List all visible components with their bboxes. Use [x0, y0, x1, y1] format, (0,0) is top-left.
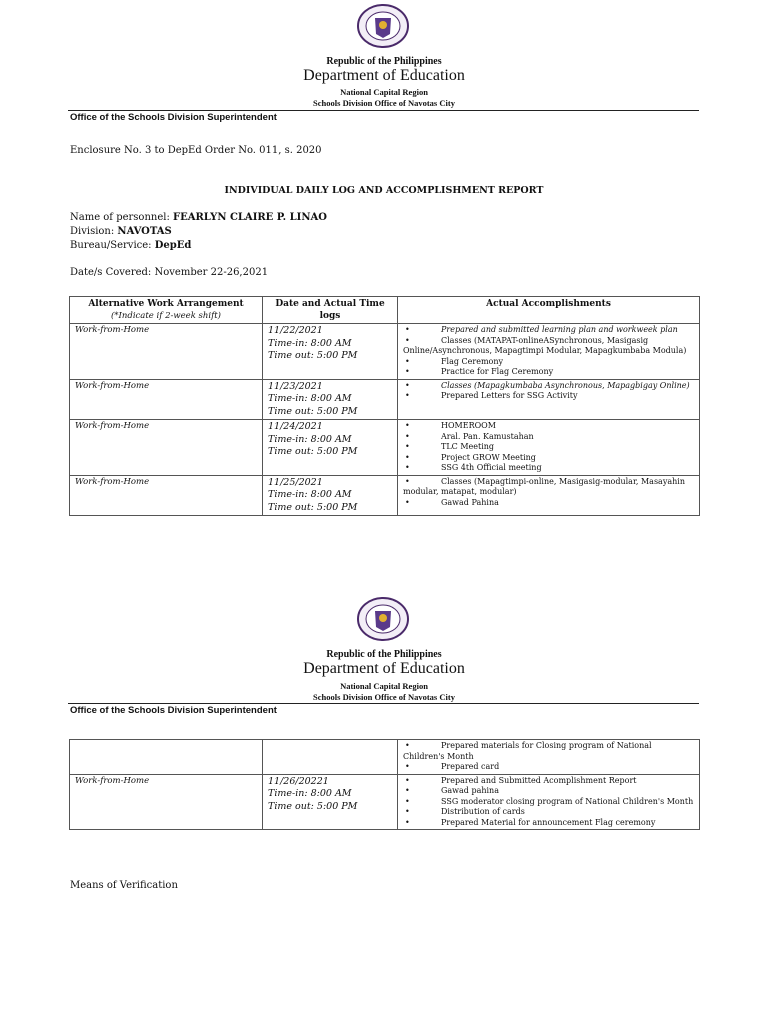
table-row — [70, 740, 700, 775]
bullet-icon: • — [405, 786, 410, 795]
accomplishment-text: Project GROW Meeting — [441, 452, 536, 462]
time-out-text: Time out: 5:00 PM — [268, 446, 358, 457]
arrangement-cell: Work-from-Home — [70, 475, 263, 516]
bullet-icon: • — [405, 335, 410, 345]
division-line — [70, 226, 172, 237]
bullet-icon: • — [405, 442, 410, 451]
list-item — [403, 477, 694, 498]
accomplishment-text: Aral. Pan. Kamustahan — [441, 431, 534, 441]
date-time-cell — [263, 740, 398, 775]
time-in-text: Time-in: 8:00 AM — [268, 433, 352, 445]
date-time-cell — [263, 379, 398, 420]
bullet-icon: • — [405, 775, 410, 785]
bureau-line — [70, 240, 191, 251]
division-label: Division: — [70, 226, 115, 237]
bullet-icon: • — [405, 463, 410, 472]
table-row — [70, 420, 700, 476]
time-out-text: Time out: 5:00 PM — [268, 350, 358, 361]
accomplishments-cell — [398, 740, 700, 775]
col-arrangement-sub: (*Indicate if 2-week shift) — [110, 311, 221, 321]
table-row — [70, 324, 700, 380]
bullet-icon: • — [405, 325, 410, 334]
accomplishment-text: SSG 4th Official meeting — [441, 463, 542, 472]
accomplishment-text: Prepared card — [441, 762, 500, 771]
arrangement-cell: Work-from-Home — [70, 379, 263, 420]
accomplishment-text: Prepared materials for Closing program of National Children's Month — [403, 741, 652, 761]
date-time-cell — [263, 774, 398, 830]
accomplishments-cell — [398, 420, 700, 476]
arrangement-cell — [70, 740, 263, 775]
table-header-row — [70, 297, 700, 324]
republic-line: Republic of the Philippines — [326, 56, 442, 67]
time-out-text: Time out: 5:00 PM — [268, 501, 358, 513]
list-item — [403, 432, 694, 443]
table-row — [70, 379, 700, 420]
bullet-icon: • — [405, 431, 410, 441]
division-office-line: Schools Division Office of Navotas City — [313, 98, 455, 108]
col-accomplishments-header: Actual Accomplishments — [398, 297, 700, 324]
list-item — [403, 453, 694, 464]
bullet-icon: • — [405, 356, 410, 366]
list-item — [403, 391, 694, 402]
time-in-text: Time-in: 8:00 AM — [268, 788, 352, 799]
dates-label: Date/s Covered: — [70, 267, 152, 278]
date-text: 11/24/2021 — [268, 421, 323, 432]
accomplishment-text: HOMEROOM — [441, 421, 496, 430]
bullet-icon: • — [405, 762, 410, 771]
accomplishment-text: Distribution of cards — [441, 807, 525, 816]
accomplishment-text: Prepared and submitted learning plan and workweek plan — [441, 325, 678, 334]
bullet-icon: • — [405, 452, 410, 462]
region-line: National Capital Region — [340, 681, 428, 691]
time-in-text: Time-in: 8:00 AM — [268, 393, 352, 404]
bureau-value: DepEd — [154, 240, 192, 251]
accomplishment-table — [69, 296, 700, 516]
bullet-icon: • — [405, 817, 410, 827]
enclosure-line: Enclosure No. 3 to DepEd Order No. 011, s. 2020 — [70, 145, 322, 156]
date-text: 11/22/2021 — [268, 325, 323, 336]
time-out-text: Time out: 5:00 PM — [268, 800, 358, 812]
accomplishment-text: Practice for Flag Ceremony — [441, 367, 554, 376]
time-out-text: Time out: 5:00 PM — [268, 405, 358, 417]
bullet-icon: • — [405, 807, 410, 816]
deped-seal-icon — [357, 4, 409, 48]
list-item — [403, 421, 694, 432]
list-item — [403, 498, 694, 509]
col-date-header: Date and Actual Time logs — [263, 297, 398, 324]
accomplishment-text: SSG moderator closing program of National Children's Month — [441, 796, 694, 806]
accomplishments-cell — [398, 475, 700, 516]
date-text: 11/23/2021 — [268, 380, 323, 392]
department-name: Department of Education — [303, 660, 465, 677]
bureau-label: Bureau/Service: — [70, 240, 152, 251]
list-item — [403, 325, 694, 336]
list-item — [403, 336, 694, 357]
accomplishment-text: Prepared Letters for SSG Activity — [441, 391, 578, 400]
accomplishments-cell — [398, 379, 700, 420]
bullet-icon: • — [405, 796, 410, 806]
personnel-name-line — [70, 212, 327, 223]
bullet-icon: • — [405, 391, 410, 400]
list-item — [403, 797, 694, 808]
list-item — [403, 818, 694, 829]
department-name: Department of Education — [303, 67, 465, 84]
header-rule — [68, 110, 699, 111]
dates-value: November 22-26,2021 — [154, 267, 269, 278]
time-in-text: Time-in: 8:00 AM — [268, 337, 352, 349]
division-value: NAVOTAS — [117, 226, 172, 237]
list-item — [403, 741, 694, 762]
list-item — [403, 381, 694, 392]
bullet-icon: • — [405, 367, 410, 376]
accomplishment-text: Gawad Pahina — [441, 497, 499, 507]
list-item — [403, 367, 694, 378]
region-line: National Capital Region — [340, 87, 428, 97]
list-item — [403, 442, 694, 453]
date-time-cell — [263, 475, 398, 516]
dates-covered-line — [70, 267, 268, 278]
division-office-line: Schools Division Office of Navotas City — [313, 692, 455, 702]
date-text: 11/25/2021 — [268, 476, 323, 488]
accomplishment-table-continued — [69, 739, 700, 830]
date-time-cell — [263, 324, 398, 380]
arrangement-cell: Work-from-Home — [70, 324, 263, 380]
personnel-name: FEARLYN CLAIRE P. LINAO — [173, 212, 327, 223]
accomplishment-text: Prepared Material for announcement Flag ceremony — [441, 817, 656, 827]
list-item — [403, 807, 694, 818]
bullet-icon: • — [405, 497, 410, 507]
list-item — [403, 463, 694, 474]
header-rule — [68, 703, 699, 704]
date-text: 11/26/20221 — [268, 775, 329, 787]
accomplishment-text: Flag Ceremony — [441, 356, 504, 366]
col-arrangement-header — [70, 297, 263, 324]
list-item — [403, 357, 694, 368]
table-row — [70, 475, 700, 516]
bullet-icon: • — [405, 476, 410, 486]
bullet-icon: • — [405, 380, 410, 390]
report-title: INDIVIDUAL DAILY LOG AND ACCOMPLISHMENT REPORT — [224, 185, 544, 196]
deped-seal-icon — [357, 597, 409, 641]
republic-line: Republic of the Philippines — [326, 649, 442, 660]
accomplishment-text: TLC Meeting — [441, 442, 495, 451]
arrangement-cell: Work-from-Home — [70, 420, 263, 476]
accomplishments-cell — [398, 324, 700, 380]
accomplishment-text: Gawad pahina — [441, 786, 499, 795]
time-in-text: Time-in: 8:00 AM — [268, 489, 352, 500]
list-item — [403, 776, 694, 787]
accomplishment-text: Prepared and Submitted Acomplishment Report — [441, 775, 637, 785]
office-line: Office of the Schools Division Superintendent — [70, 112, 277, 123]
list-item — [403, 762, 694, 773]
arrangement-cell: Work-from-Home — [70, 774, 263, 830]
office-line: Office of the Schools Division Superintendent — [70, 705, 277, 716]
means-of-verification: Means of Verification — [70, 880, 178, 891]
list-item — [403, 786, 694, 797]
accomplishments-cell — [398, 774, 700, 830]
accomplishment-text: Classes (Mapagkumbaba Asynchronous, Mapagbigay Online) — [441, 380, 690, 390]
accomplishment-text: Classes (Mapagtimpi-online, Masigasig-modular, Masayahin modular, matapat, modular) — [403, 476, 685, 496]
col-arrangement-title: Alternative Work Arrangement — [88, 299, 244, 309]
bullet-icon: • — [405, 741, 410, 750]
bullet-icon: • — [405, 421, 410, 430]
personnel-name-label: Name of personnel: — [70, 212, 170, 223]
accomplishment-text: Classes (MATAPAT-onlineASynchronous, Masigasig Online/Asynchronous, Mapagtimpi Modular, Mapagkumbaba Modula) — [403, 335, 687, 355]
table-row — [70, 774, 700, 830]
date-time-cell — [263, 420, 398, 476]
